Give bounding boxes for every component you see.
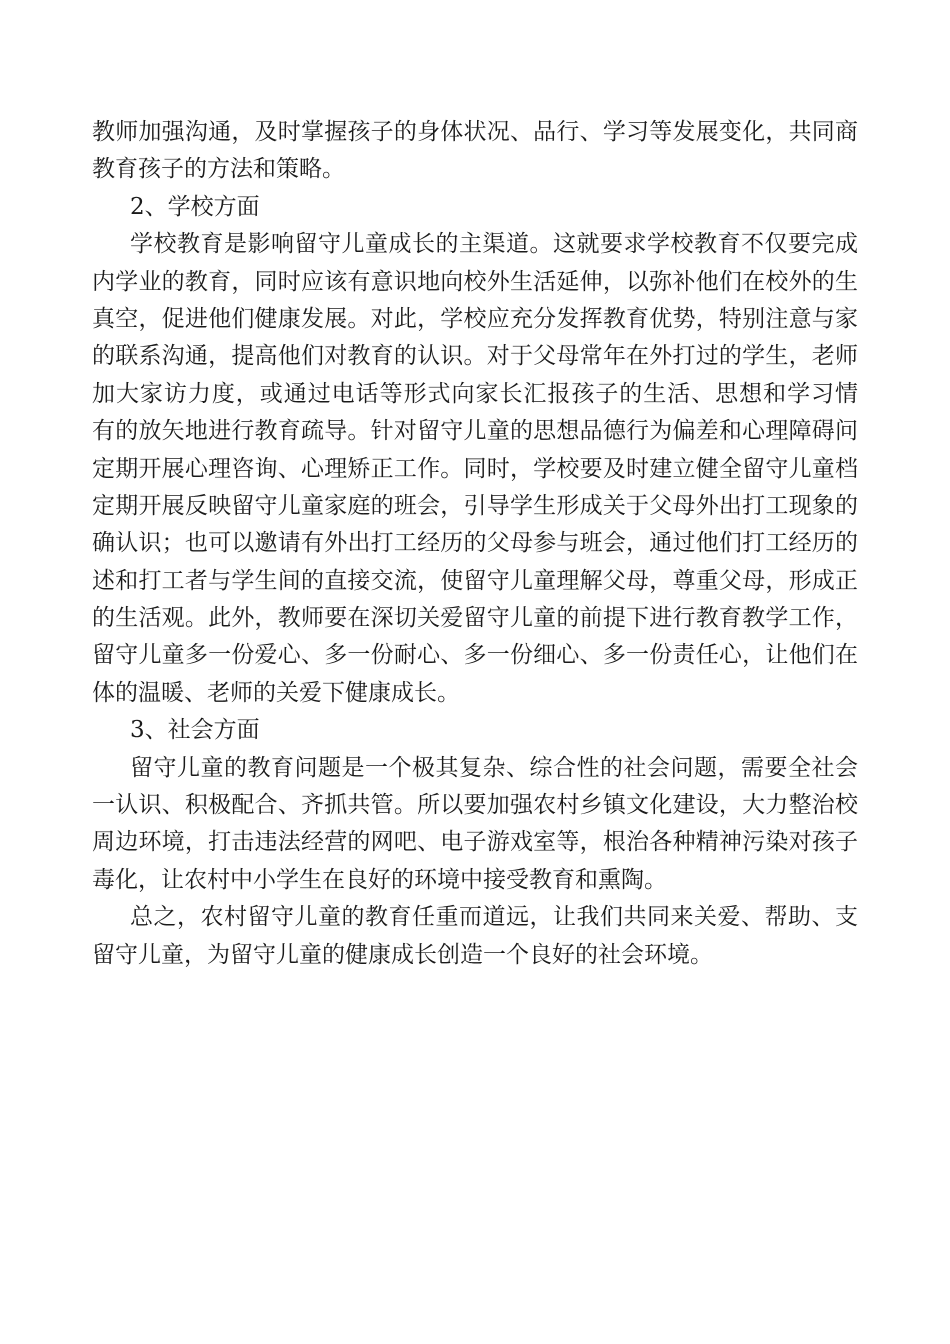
paragraph-line: 毒化，让农村中小学生在良好的环境中接受教育和熏陶。 (92, 866, 667, 893)
paragraph-line: 留守儿童，为留守儿童的健康成长创造一个良好的社会环境。 (92, 941, 713, 968)
paragraph-line: 内学业的教育，同时应该有意识地向校外生活延伸，以弥补他们在校外的生 (92, 268, 858, 295)
paragraph-line: 有的放矢地进行教育疏导。针对留守儿童的思想品德行为偏差和心理障碍问 (92, 418, 858, 445)
paragraph-line: 述和打工者与学生间的直接交流，使留守儿童理解父母，尊重父母，形成正 (92, 567, 858, 594)
paragraph-line: 周边环境，打击违法经营的网吧、电子游戏室等，根治各种精神污染对孩子 (92, 829, 858, 856)
paragraph-line: 定期开展心理咨询、心理矫正工作。同时，学校要及时建立健全留守儿童档 (92, 455, 858, 482)
paragraph-line: 总之，农村留守儿童的教育任重而道远，让我们共同来关爱、帮助、支 (130, 904, 858, 931)
section-heading-school: 2、学校方面 (130, 193, 260, 220)
paragraph-line: 教育孩子的方法和策略。 (92, 156, 345, 183)
document-body (92, 114, 858, 974)
paragraph-line: 真空，促进他们健康发展。对此，学校应充分发挥教育优势，特别注意与家 (92, 305, 858, 332)
paragraph-line: 加大家访力度，或通过电话等形式向家长汇报孩子的生活、思想和学习情 (92, 380, 858, 407)
paragraph-line: 学校教育是影响留守儿童成长的主渠道。这就要求学校教育不仅要完成 (130, 231, 858, 258)
paragraph-line: 的生活观。此外，教师要在深切关爱留守儿童的前提下进行教育教学工作， (92, 605, 858, 632)
paragraph-line: 的联系沟通，提高他们对教育的认识。对于父母常年在外打过的学生，老师 (92, 343, 858, 370)
paragraph-line: 确认识；也可以邀请有外出打工经历的父母参与班会，通过他们打工经历的 (92, 530, 858, 557)
paragraph-line: 教师加强沟通，及时掌握孩子的身体状况、品行、学习等发展变化，共同商 (92, 119, 858, 145)
section-heading-society: 3、社会方面 (130, 717, 260, 744)
paragraph-line: 留守儿童多一份爱心、多一份耐心、多一份细心、多一份责任心，让他们在 (92, 642, 858, 669)
paragraph-line: 留守儿童的教育问题是一个极其复杂、综合性的社会问题，需要全社会 (130, 754, 858, 781)
paragraph-line: 一认识、积极配合、齐抓共管。所以要加强农村乡镇文化建设，大力整治校 (92, 792, 858, 819)
paragraph-line: 定期开展反映留守儿童家庭的班会，引导学生形成关于父母外出打工现象的 (92, 492, 858, 519)
paragraph-line: 体的温暖、老师的关爱下健康成长。 (92, 679, 460, 706)
